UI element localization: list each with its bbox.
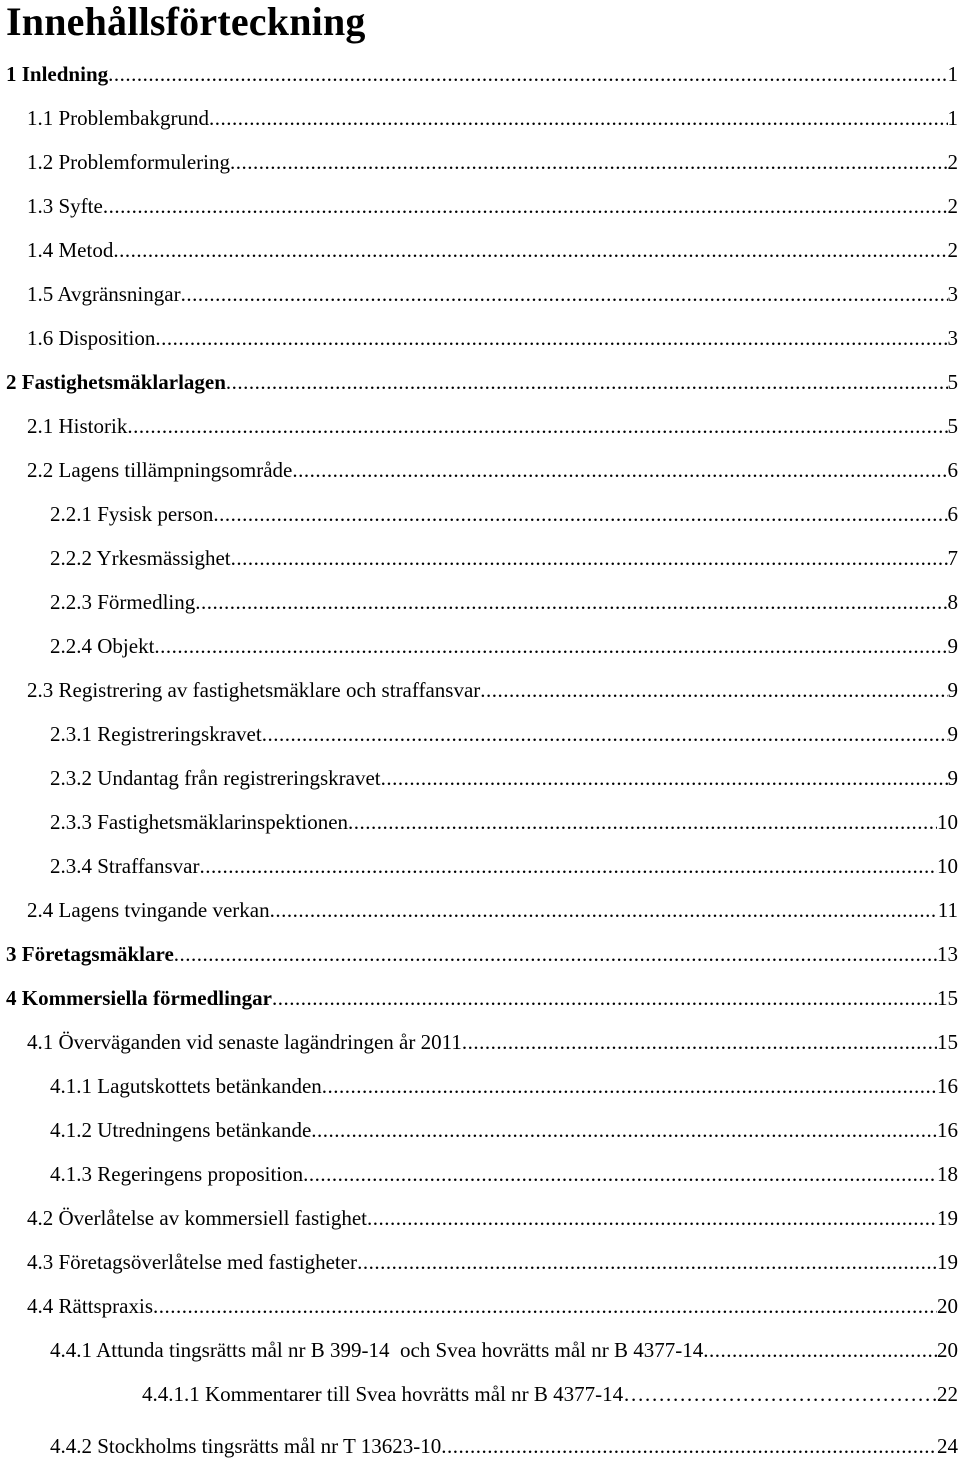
- toc-entry[interactable]: [27, 232, 960, 262]
- toc-entry[interactable]: [50, 1156, 960, 1186]
- toc-leader: [200, 854, 938, 878]
- toc-entry-page: 10: [937, 854, 958, 878]
- toc-leader: [108, 62, 947, 86]
- toc-entry-page: 3: [947, 326, 958, 350]
- toc-entry-page: 16: [937, 1118, 958, 1142]
- toc-entry[interactable]: [50, 1112, 960, 1142]
- toc-entry[interactable]: [50, 584, 960, 614]
- toc-entry[interactable]: [6, 56, 960, 86]
- toc-leader: [262, 722, 948, 746]
- toc-entry[interactable]: [50, 804, 960, 834]
- toc-entry-title: 4.1.1 Lagutskottets betänkanden: [50, 1074, 322, 1098]
- toc-entry[interactable]: [27, 188, 960, 218]
- toc-leader: [226, 370, 948, 394]
- toc-entry-title: 4.1.2 Utredningens betänkande: [50, 1118, 312, 1142]
- toc-entry-page: 19: [937, 1206, 958, 1230]
- toc-entry-title: 1.3 Syfte: [27, 194, 103, 218]
- toc-entry[interactable]: [27, 1288, 960, 1318]
- toc-entry[interactable]: [27, 1024, 960, 1054]
- toc-entry-page: 9: [947, 678, 958, 702]
- toc-leader: [348, 810, 937, 834]
- toc-entry[interactable]: [50, 628, 960, 658]
- toc-entry[interactable]: [27, 892, 960, 922]
- toc-entry[interactable]: [50, 1428, 960, 1458]
- toc-entry-page: 16: [937, 1074, 958, 1098]
- toc-entry-page: 20: [937, 1294, 958, 1318]
- toc-entry-page: 15: [937, 1030, 958, 1054]
- toc-leader: [209, 106, 948, 130]
- toc-entry-page: 2: [947, 150, 958, 174]
- toc-entry-page: 6: [947, 502, 958, 526]
- toc-leader: [303, 1162, 937, 1186]
- toc-entry-title: 4.1 Överväganden vid senaste lagändringen år 2011: [27, 1030, 462, 1054]
- toc-leader: [270, 898, 938, 922]
- toc-entry-page: 18: [937, 1162, 958, 1186]
- toc-leader: [103, 194, 948, 218]
- toc-entry-page: 5: [947, 370, 958, 394]
- toc-leader: [292, 458, 947, 482]
- toc-leader: [213, 502, 947, 526]
- toc-entry-page: 5: [947, 414, 958, 438]
- toc-entry[interactable]: [27, 1200, 960, 1230]
- toc-entry-page: 10: [937, 810, 958, 834]
- toc-entry-page: 11: [937, 898, 958, 922]
- toc-entry-page: 8: [947, 590, 958, 614]
- toc-entry-title: 2.3.2 Undantag från registreringskravet: [50, 766, 381, 790]
- toc-entry-title: 2.2.3 Förmedling: [50, 590, 196, 614]
- toc-leader: [462, 1030, 937, 1054]
- toc-entry-title: 2.2.1 Fysisk person: [50, 502, 214, 526]
- toc-entry-page: 2: [947, 194, 958, 218]
- toc-leader: [230, 150, 948, 174]
- toc-entry-title: 2.2.4 Objekt: [50, 634, 155, 658]
- toc-entry-title: 2.3 Registrering av fastighetsmäklare och straffansvar: [27, 678, 481, 702]
- toc-entry-title: 2.3.1 Registreringskravet: [50, 722, 262, 746]
- toc-leader: [113, 238, 947, 262]
- toc-entry-title: 4.4.1 Attunda tingsrätts mål nr B 399-14 och Svea hovrätts mål nr B 4377-14: [50, 1338, 704, 1362]
- toc-entry-title: 4.3 Företagsöverlåtelse med fastigheter: [27, 1250, 358, 1274]
- toc-entry-title: 1 Inledning: [6, 62, 109, 86]
- toc-entry-page: 1: [947, 106, 958, 130]
- toc-entry-title: 2.4 Lagens tvingande verkan: [27, 898, 270, 922]
- toc-leader: [181, 282, 948, 306]
- toc-entry-page: 19: [937, 1250, 958, 1274]
- toc-entry[interactable]: [6, 936, 960, 966]
- toc-entry-title: 4.1.3 Regeringens proposition: [50, 1162, 304, 1186]
- toc-entry-title: 2.3.4 Straffansvar: [50, 854, 200, 878]
- toc-leader: [155, 326, 947, 350]
- toc-entry-page: 20: [937, 1338, 958, 1362]
- toc-entry-page: 15: [937, 986, 958, 1010]
- toc-entry-page: 9: [947, 766, 958, 790]
- toc-entry-title: 1.6 Disposition: [27, 326, 156, 350]
- toc-entry[interactable]: [50, 1332, 960, 1362]
- toc-leader: [127, 414, 947, 438]
- toc-entry-title: 4.4.2 Stockholms tingsrätts mål nr T 13623-10: [50, 1434, 442, 1458]
- toc-leader: [322, 1074, 937, 1098]
- toc-entry-page: 9: [947, 722, 958, 746]
- toc-entry[interactable]: [6, 980, 960, 1010]
- toc-leader: [703, 1338, 937, 1362]
- toc-entry[interactable]: [50, 716, 960, 746]
- toc-leader: [311, 1118, 937, 1142]
- toc-entry[interactable]: [50, 1068, 960, 1098]
- toc-entry-page: 6: [947, 458, 958, 482]
- toc-entry-title: 1.2 Problemformulering: [27, 150, 230, 174]
- toc-entry-page: 2: [947, 238, 958, 262]
- toc-entry-page: 1: [947, 62, 958, 86]
- toc-leader: [195, 590, 947, 614]
- toc-entry-page: 22: [937, 1382, 958, 1406]
- toc-entry-title: 1.4 Metod: [27, 238, 114, 262]
- toc-entry-title: 3 Företagsmäklare: [6, 942, 174, 966]
- toc-entry-page: 9: [947, 634, 958, 658]
- toc-entry[interactable]: [27, 408, 960, 438]
- toc-entry-page: 24: [937, 1434, 958, 1458]
- page-title: Innehållsförteckning: [6, 0, 366, 44]
- toc-leader: [623, 1382, 937, 1406]
- toc-leader: [154, 634, 947, 658]
- toc-entry[interactable]: [27, 100, 960, 130]
- toc-leader: [357, 1250, 937, 1274]
- toc-entry-title: 1.5 Avgränsningar: [27, 282, 181, 306]
- toc-entry[interactable]: [6, 364, 960, 394]
- toc-entry[interactable]: [27, 276, 960, 306]
- toc-entry[interactable]: [50, 496, 960, 526]
- toc-leader: [174, 942, 937, 966]
- toc-entry-page: 13: [937, 942, 958, 966]
- toc-entry-title: 2.2.2 Yrkesmässighet: [50, 546, 231, 570]
- toc-leader: [272, 986, 937, 1010]
- toc-entry-title: 2.1 Historik: [27, 414, 128, 438]
- toc-leader: [381, 766, 948, 790]
- toc-entry[interactable]: [27, 672, 960, 702]
- toc-entry-title: 4.4 Rättspraxis: [27, 1294, 153, 1318]
- toc-leader: [441, 1434, 937, 1458]
- toc-leader: [231, 546, 948, 570]
- toc-entry[interactable]: [27, 320, 960, 350]
- toc-entry-page: 7: [947, 546, 958, 570]
- toc-entry-title: 4.2 Överlåtelse av kommersiell fastighet: [27, 1206, 367, 1230]
- toc-entry[interactable]: [142, 1376, 960, 1406]
- toc-entry[interactable]: [50, 760, 960, 790]
- toc-leader: [480, 678, 947, 702]
- toc-entry-title: 4 Kommersiella förmedlingar: [6, 986, 272, 1010]
- toc-entry-page: 3: [947, 282, 958, 306]
- toc-entry-title: 1.1 Problembakgrund: [27, 106, 209, 130]
- toc-entry[interactable]: [27, 452, 960, 482]
- toc-entry[interactable]: [27, 144, 960, 174]
- toc-leader: [153, 1294, 937, 1318]
- toc-leader: [367, 1206, 937, 1230]
- toc-entry-title: 2 Fastighetsmäklarlagen: [6, 370, 226, 394]
- toc-entry[interactable]: [50, 540, 960, 570]
- toc-entry[interactable]: [50, 848, 960, 878]
- toc-entry-title: 4.4.1.1 Kommentarer till Svea hovrätts mål nr B 4377-14: [142, 1382, 624, 1406]
- toc-entry-title: 2.2 Lagens tillämpningsområde: [27, 458, 293, 482]
- toc-entry[interactable]: [27, 1244, 960, 1274]
- toc-entry-title: 2.3.3 Fastighetsmäklarinspektionen: [50, 810, 349, 834]
